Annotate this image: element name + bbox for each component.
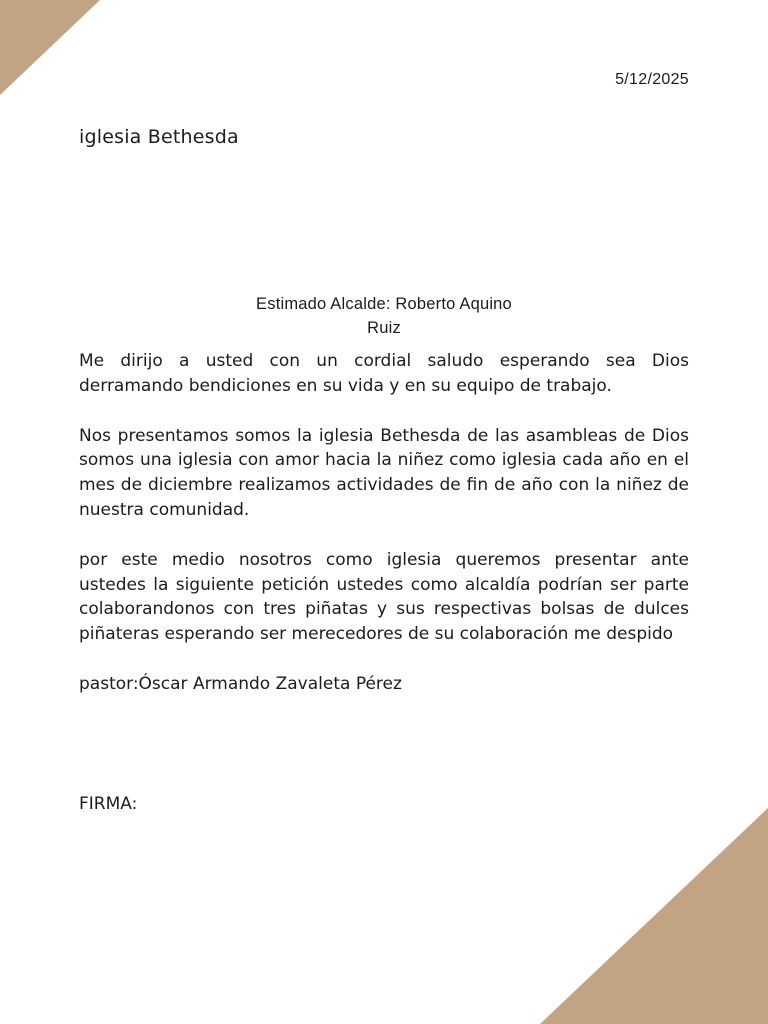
pastor-name: pastor:Óscar Armando Zavaleta Pérez: [79, 673, 402, 694]
recipient-line-1: Estimado Alcalde: Roberto Aquino: [256, 295, 512, 313]
body-paragraph-request: por este medio nosotros como iglesia queremos presentar ante ustedes la siguiente petición ustedes como alcaldía podrían ser parte colaborandonos con tres piñatas y sus respectivas bolsas de dulces piñateras esperando ser merecedores de su colaboración me despido: [79, 549, 689, 645]
recipient-line-2: Ruiz: [367, 319, 401, 337]
recipient-block: [240, 292, 528, 340]
signature-label: FIRMA:: [79, 794, 138, 814]
decorative-corner-bottom-right: [540, 808, 768, 1024]
letter-body: [79, 349, 689, 697]
letter-date: 5/12/2025: [615, 71, 689, 88]
sender-organization: iglesia Bethesda: [79, 126, 239, 148]
body-paragraph-introduction: Nos presentamos somos la iglesia Bethesda de las asambleas de Dios somos una iglesia con amor hacia la niñez como iglesia cada año en el mes de diciembre realizamos actividades de fin de año con la niñez de nuestra comunidad.: [79, 425, 689, 520]
decorative-corner-top-left: [0, 0, 100, 95]
body-paragraph-greeting: Me dirijo a usted con un cordial saludo esperando sea Dios derramando bendiciones en su vida y en su equipo de trabajo.: [79, 351, 689, 396]
